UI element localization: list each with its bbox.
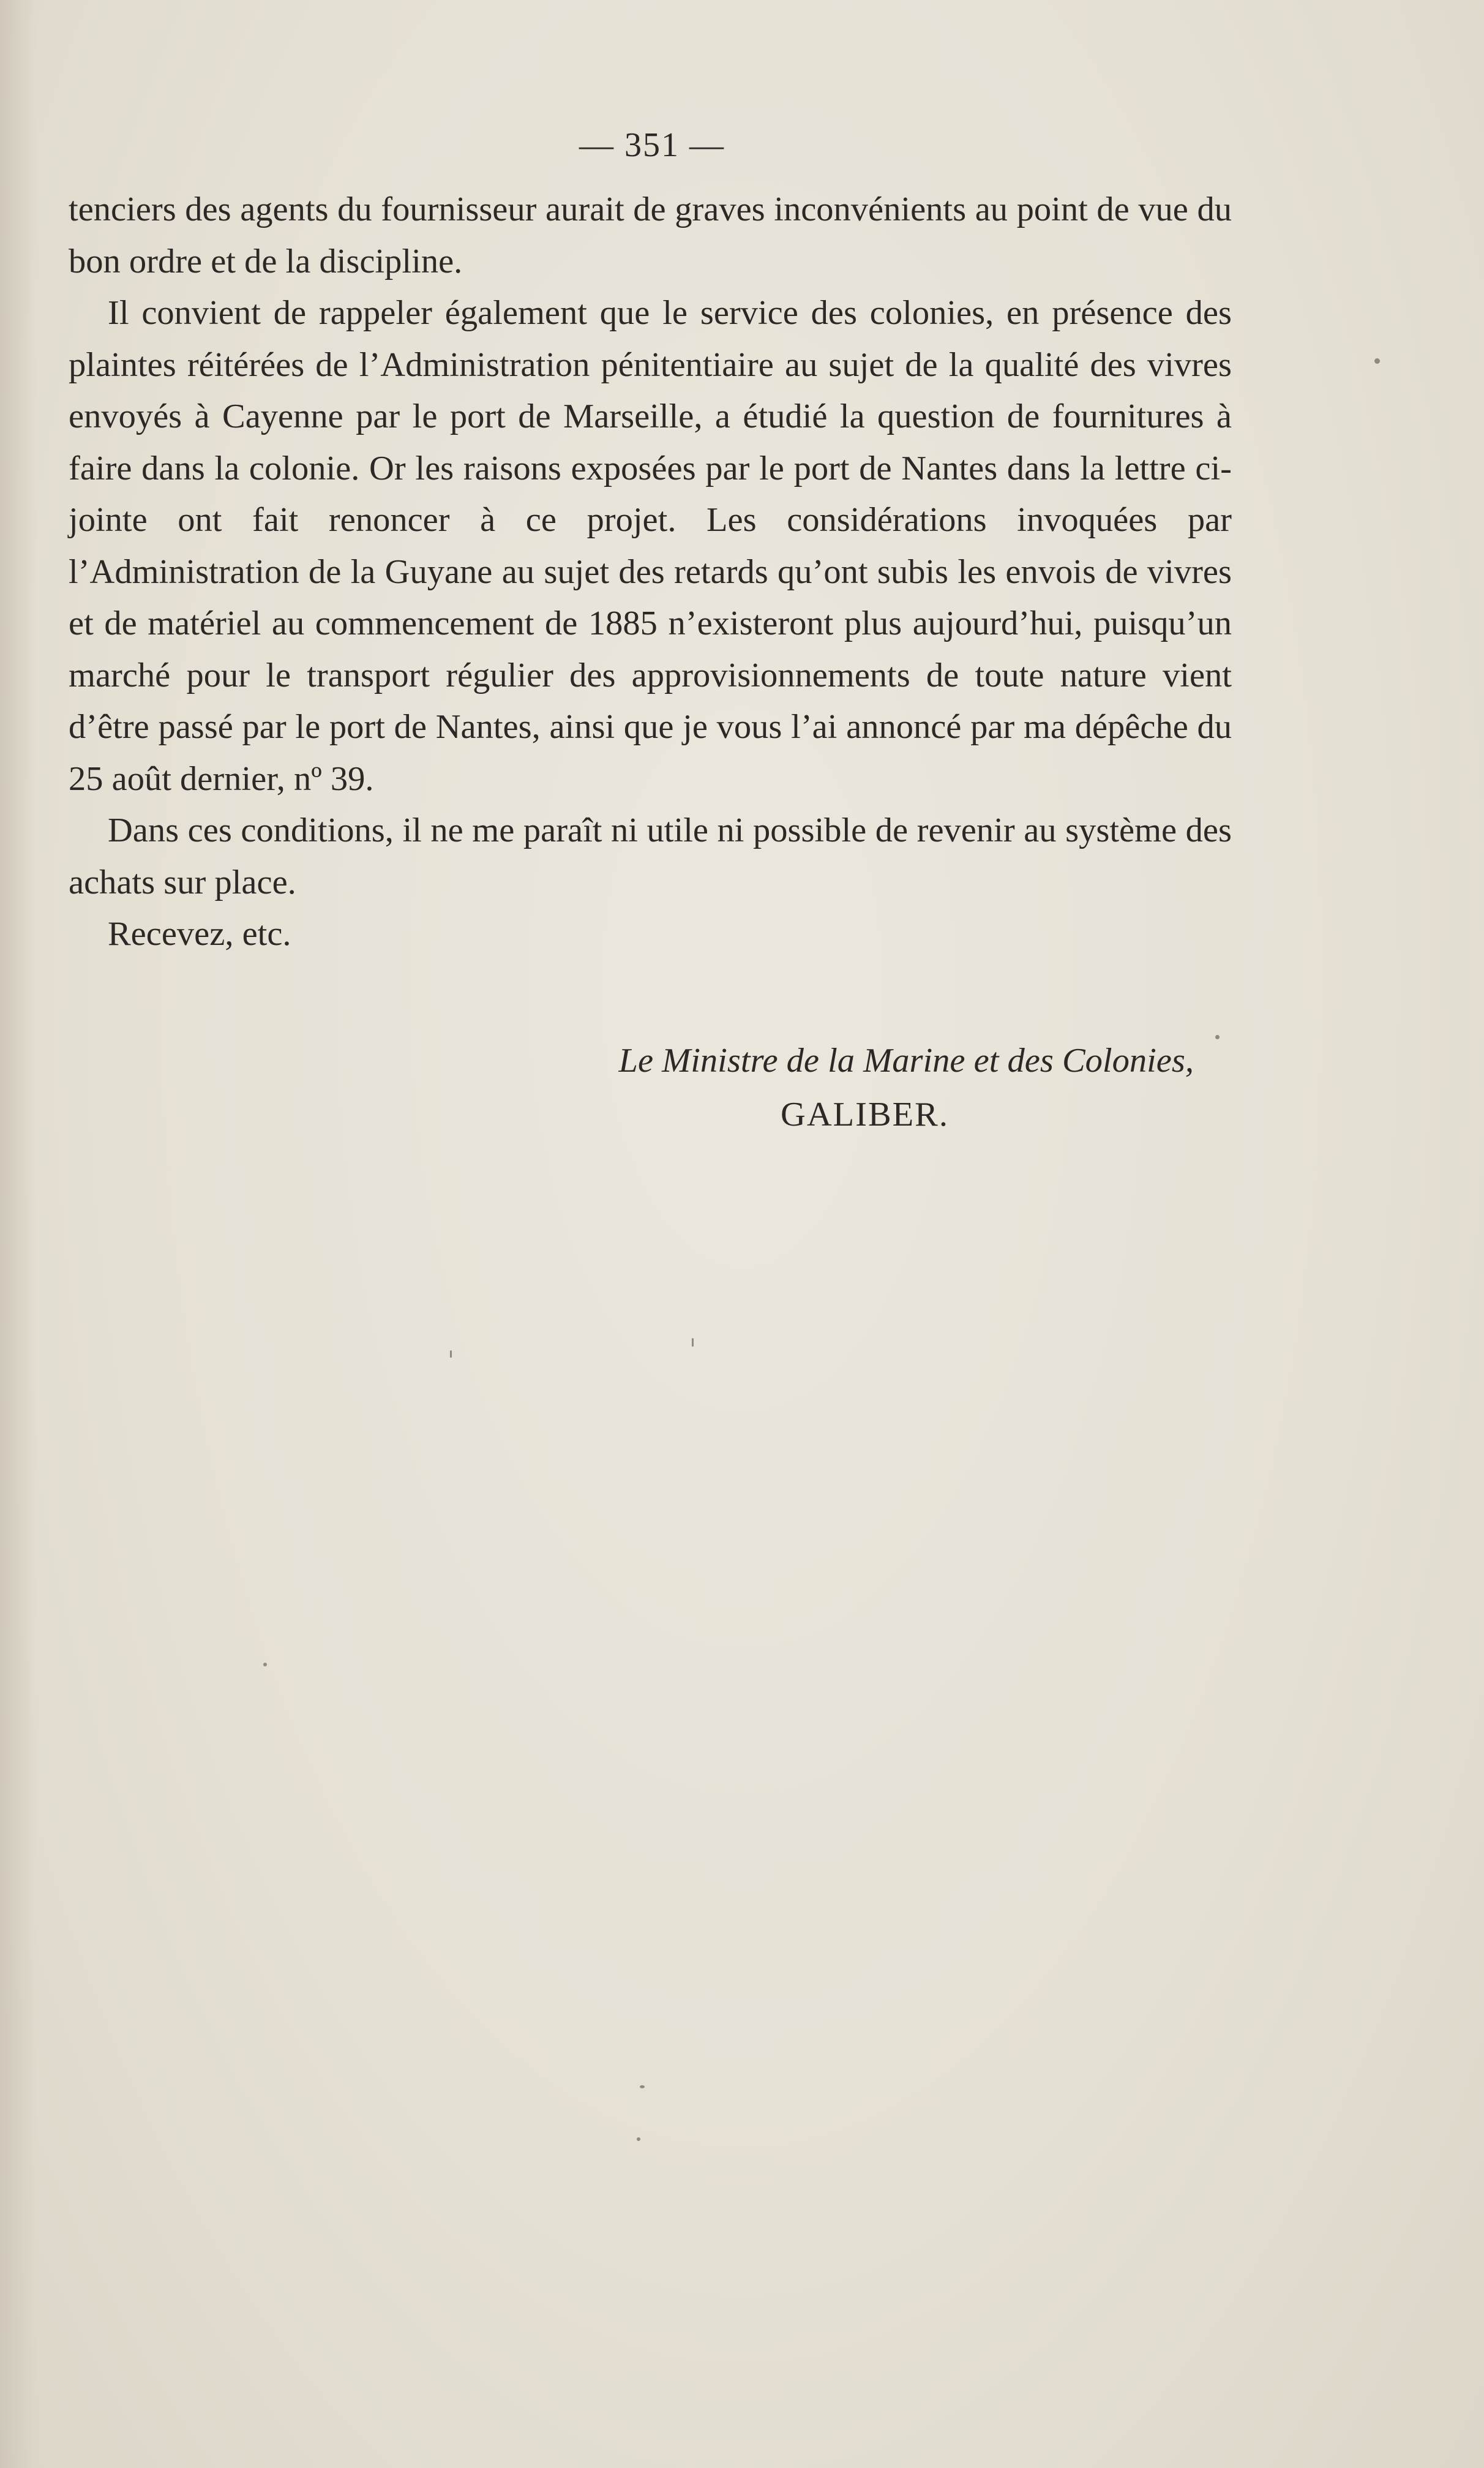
paragraph-closing: Recevez, etc. (108, 915, 291, 953)
paper-speck (692, 1338, 694, 1347)
paper-speck (1215, 1035, 1220, 1039)
paper-speck (450, 1350, 452, 1358)
paragraph-continuation: tenciers des agents du fournisseur aurait de graves inconvénients au point de vue du bon ordre et de la discipline. (69, 190, 1232, 280)
paper-speck (1374, 358, 1380, 364)
page-number: — 351 — (579, 126, 725, 164)
paper-speck (263, 1663, 267, 1666)
signature-name: GALIBER. (781, 1096, 949, 1134)
paragraph-colonies-service: Il convient de rappeler également que le service des colonies, en présence des plaintes réitérées de l’Administration pénitentiaire au sujet de la qualité des vivres envoyés à Cayenne par le port de Marseille, a étudié la question de fournitures à faire dans la colonie. Or les raisons exposées par le port de Nantes dans la lettre ci-jointe ont fait renoncer à ce projet. Les considérations invoquées par l’Administration de la Guyane au sujet des retards qu’ont subis les envois de vivres et de matériel au commencement de 1885 n’existeront plus aujourd’hui, puisqu’un marché pour le transport régulier des approvisionnements de toute nature vient d’être passé par le port de Nantes, ainsi que je vous l’ai annoncé par ma dépêche du 25 août dernier, nº 39. (69, 294, 1232, 798)
letter-body (69, 184, 1232, 960)
paper-speck (637, 2137, 640, 2141)
paragraph-conclusion: Dans ces conditions, il ne me paraît ni utile ni possible de revenir au système des achats sur place. (69, 811, 1232, 901)
paper-speck (640, 2085, 645, 2088)
signature-title: Le Ministre de la Marine et des Colonies, (618, 1042, 1194, 1080)
page-spine-shadow (0, 0, 37, 2468)
